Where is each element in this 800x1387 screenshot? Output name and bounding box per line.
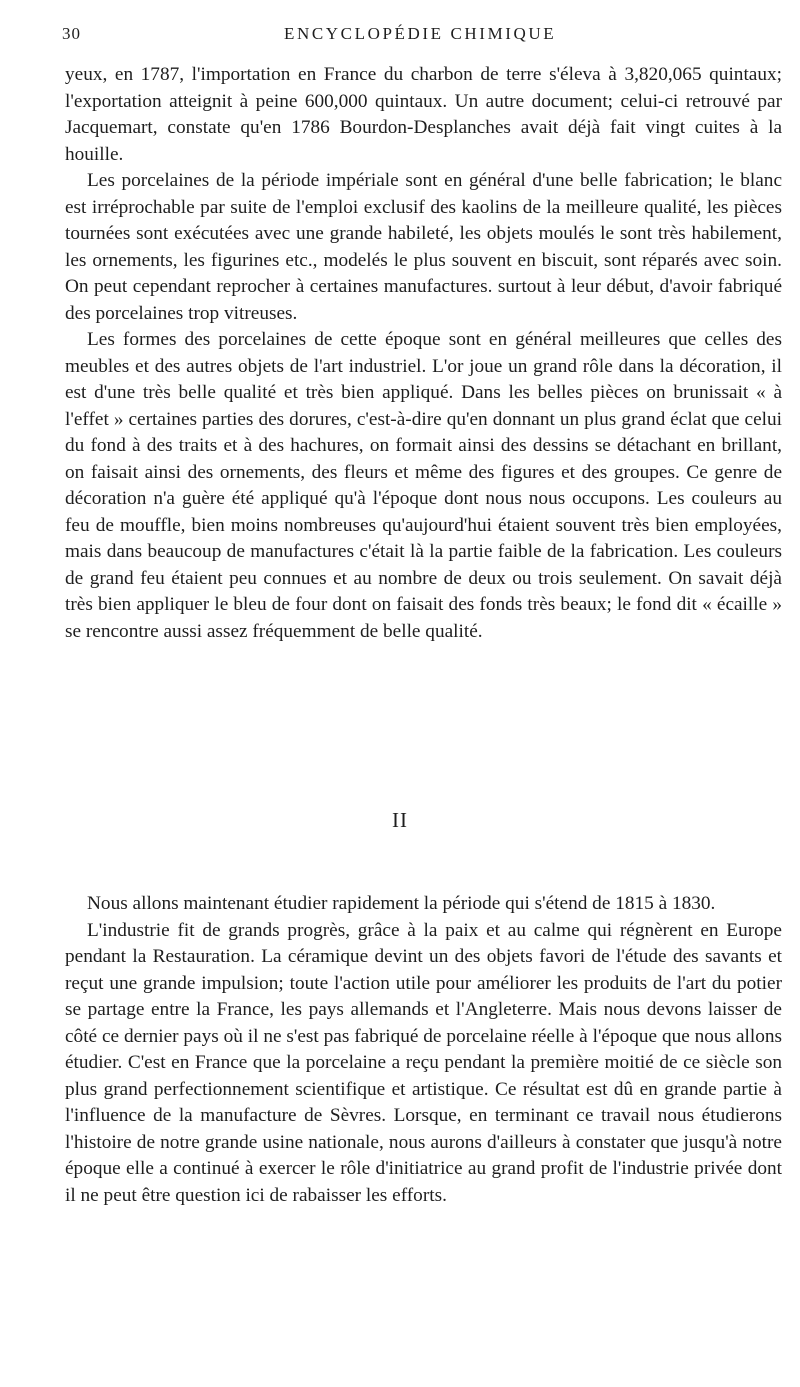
paragraph-forms-and-decoration: Les formes des porcelaines de cette époque sont en général meilleures que celles des meubles et des autres objets de l'art industriel. L'or joue un grand rôle dans la décoration, il est d'une très belle qualité et très bien appliqué. Dans les belles pièces on brunissait « à l'effet » certaines parties des dorures, c'est-à-dire qu'en donnant un plus grand éclat que celui du fond à des traits et à des hachures, on formait ainsi des dessins se détachant en brillant, on faisait ainsi des ornements, des fleurs et même des figures et des groupes. Ce genre de décoration n'a guère été appliqué qu'à l'époque dont nous nous occupons. Les couleurs au feu de mouffle, bien moins nombreuses qu'aujourd'hui étaient souvent très bien employées, mais dans beaucoup de manufactures c'était là la partie faible de la fabrication. Les couleurs de grand feu étaient peu connues et au nombre de deux ou trois seulement. On savait déjà très bien appliquer le bleu de four dont on faisait des fonds très beaux; le fond dit « écaille » se rencontre aussi assez fréquemment de belle qualité. <box>65 329 782 642</box>
paragraph-continuation: yeux, en 1787, l'importation en France du charbon de terre s'éleva à 3,820,065 quintaux; l'exportation atteignit à peine 600,000 quintaux. Un autre document; celui-ci retrouvé par Jacquemart, constate qu'en 1786 Bourdon-Desplanches avait déjà fait vingt cuites à la houille. <box>65 64 782 165</box>
body-text-section-2 <box>65 891 782 1209</box>
running-title: ENCYCLOPÉDIE CHIMIQUE <box>284 24 557 43</box>
running-head <box>62 24 785 50</box>
body-text-section-1 <box>65 62 782 645</box>
page-number: 30 <box>62 24 81 43</box>
paragraph-restoration-industry: L'industrie fit de grands progrès, grâce à la paix et au calme qui régnèrent en Europe pendant la Restauration. La céramique devint un des objets favori de l'étude des savants et reçut une grande impulsion; toute l'action utile pour améliorer les produits de l'art du potier se partage entre la France, les pays allemands et l'Angleterre. Mais nous devons laisser de côté ce dernier pays où il ne s'est pas fabriqué de porcelaine réelle à l'époque que nous allons étudier. C'est en France que la porcelaine a reçu pendant la première moitié de ce siècle son plus grand perfectionnement scientifique et artistique. Ce résultat est dû en grande partie à l'influence de la manufacture de Sèvres. Lorsque, en terminant ce travail nous étudierons l'histoire de notre grande usine nationale, nous aurons d'ailleurs à constater que jusqu'à notre époque elle a continué à exercer le rôle d'initiatrice au grand profit de l'industrie privée dont il ne peut être question ici de rabaisser les efforts. <box>65 919 782 1206</box>
section-heading: II <box>392 808 408 832</box>
paragraph-imperial-porcelain: Les porcelaines de la période impériale sont en général d'une belle fabrication; le blanc est irréprochable par suite de l'emploi exclusif des kaolins de la meilleure qualité, les pièces tournées sont exécutées avec une grande habileté, les objets moulés le sont très habilement, les ornements, les figurines etc., modelés le plus souvent en biscuit, sont réparés avec soin. On peut cependant reprocher à certaines manufactures. surtout à leur début, d'avoir fabriqué des porcelaines trop vitreuses. <box>65 170 782 324</box>
paragraph-period-intro: Nous allons maintenant étudier rapidement la période qui s'étend de 1815 à 1830. <box>87 893 716 914</box>
